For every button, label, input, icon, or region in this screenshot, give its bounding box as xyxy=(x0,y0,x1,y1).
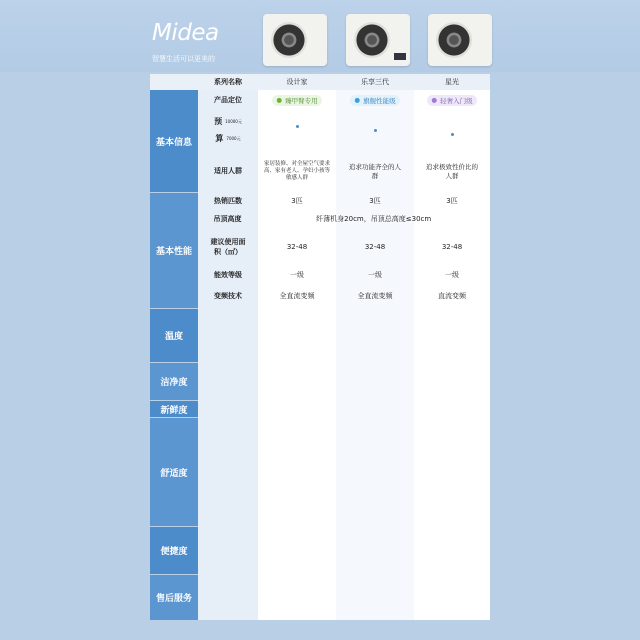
section-cleanliness: 洁净度 xyxy=(150,363,198,400)
price-label xyxy=(198,111,258,149)
table-row xyxy=(150,193,490,209)
section-temperature: 温度 xyxy=(150,309,198,362)
table-row: 产品定位 ● 臻甲臂专用 ● 旗舰性能级 ● 轻奢入门级 xyxy=(150,90,490,110)
cell-value: 一级 xyxy=(368,271,382,279)
audience-value: 追求极致性价比的人群 xyxy=(426,163,478,180)
product-image-1 xyxy=(263,14,327,66)
row-label: 适用人群 xyxy=(214,167,242,175)
series-name: 星光 xyxy=(445,78,459,86)
price-label-bottom: 算 xyxy=(215,134,224,143)
row-label: 能效等级 xyxy=(214,271,242,279)
product-image-3 xyxy=(428,14,492,66)
row-label: 建议使用面积（㎡） xyxy=(210,238,246,256)
table-row xyxy=(150,111,490,149)
price-marker xyxy=(374,129,377,132)
section-convenience: 便捷度 xyxy=(150,527,198,574)
audience-value: 追求功能齐全的人群 xyxy=(349,163,401,180)
row-label: 吊顶高度 xyxy=(213,214,242,223)
cell-value: 直流变频 xyxy=(438,292,466,300)
price-marker xyxy=(451,133,454,136)
cell-value: 3匹 xyxy=(369,197,381,205)
table-row xyxy=(150,210,490,227)
cell-value: 32-48 xyxy=(441,243,463,251)
ceiling-value: 纤薄机身20cm，吊顶总高度≤30cm xyxy=(316,214,432,223)
audience-value: 家居装修、对全屋空气要求高、家有老人、孕妇小孩等敏感人群 xyxy=(263,160,330,181)
table-header-row xyxy=(150,74,490,90)
section-basic-info: 基本信息 xyxy=(150,90,198,192)
series-header-label: 系列名称 xyxy=(214,78,242,86)
logo-text: Midea xyxy=(152,20,219,46)
section-comfort: 舒适度 xyxy=(150,418,198,526)
positioning-value: 臻甲臂专用 xyxy=(285,96,318,105)
cell-value: 全直流变频 xyxy=(357,292,393,300)
table-row xyxy=(150,150,490,192)
cell-value: 3匹 xyxy=(446,197,458,205)
price-label-top: 预 xyxy=(214,117,223,126)
row-label: 产品定位 xyxy=(214,96,242,104)
section-performance: 基本性能 xyxy=(150,193,198,308)
price-marker xyxy=(296,125,299,128)
positioning-value: 旗舰性能级 xyxy=(363,96,396,105)
cell-value: 32-48 xyxy=(286,243,308,251)
price-low: 7000元 xyxy=(226,136,241,141)
cell-value: 一级 xyxy=(445,271,459,279)
series-name: 乐享三代 xyxy=(361,78,389,86)
product-image-2 xyxy=(346,14,410,66)
section-freshness: 新鲜度 xyxy=(150,401,198,417)
brand-slogan: 智慧生活可以更美的 xyxy=(152,55,215,63)
price-high: 10000元 xyxy=(225,119,242,124)
positioning-value: 轻奢入门级 xyxy=(440,96,473,105)
row-label: 热销匹数 xyxy=(214,197,242,205)
cell-value: 32-48 xyxy=(364,243,386,251)
table-row xyxy=(150,267,490,283)
table-row xyxy=(150,284,490,308)
comparison-table xyxy=(150,74,490,620)
section-after-sales: 售后服务 xyxy=(150,575,198,620)
brand-logo xyxy=(152,20,242,50)
cell-value: 全直流变频 xyxy=(279,292,315,300)
row-label: 变频技术 xyxy=(214,292,242,300)
page-header xyxy=(0,0,640,72)
series-name: 设计家 xyxy=(286,78,308,86)
cell-value: 3匹 xyxy=(291,197,303,205)
table-row xyxy=(150,228,490,266)
cell-value: 一级 xyxy=(290,271,304,279)
